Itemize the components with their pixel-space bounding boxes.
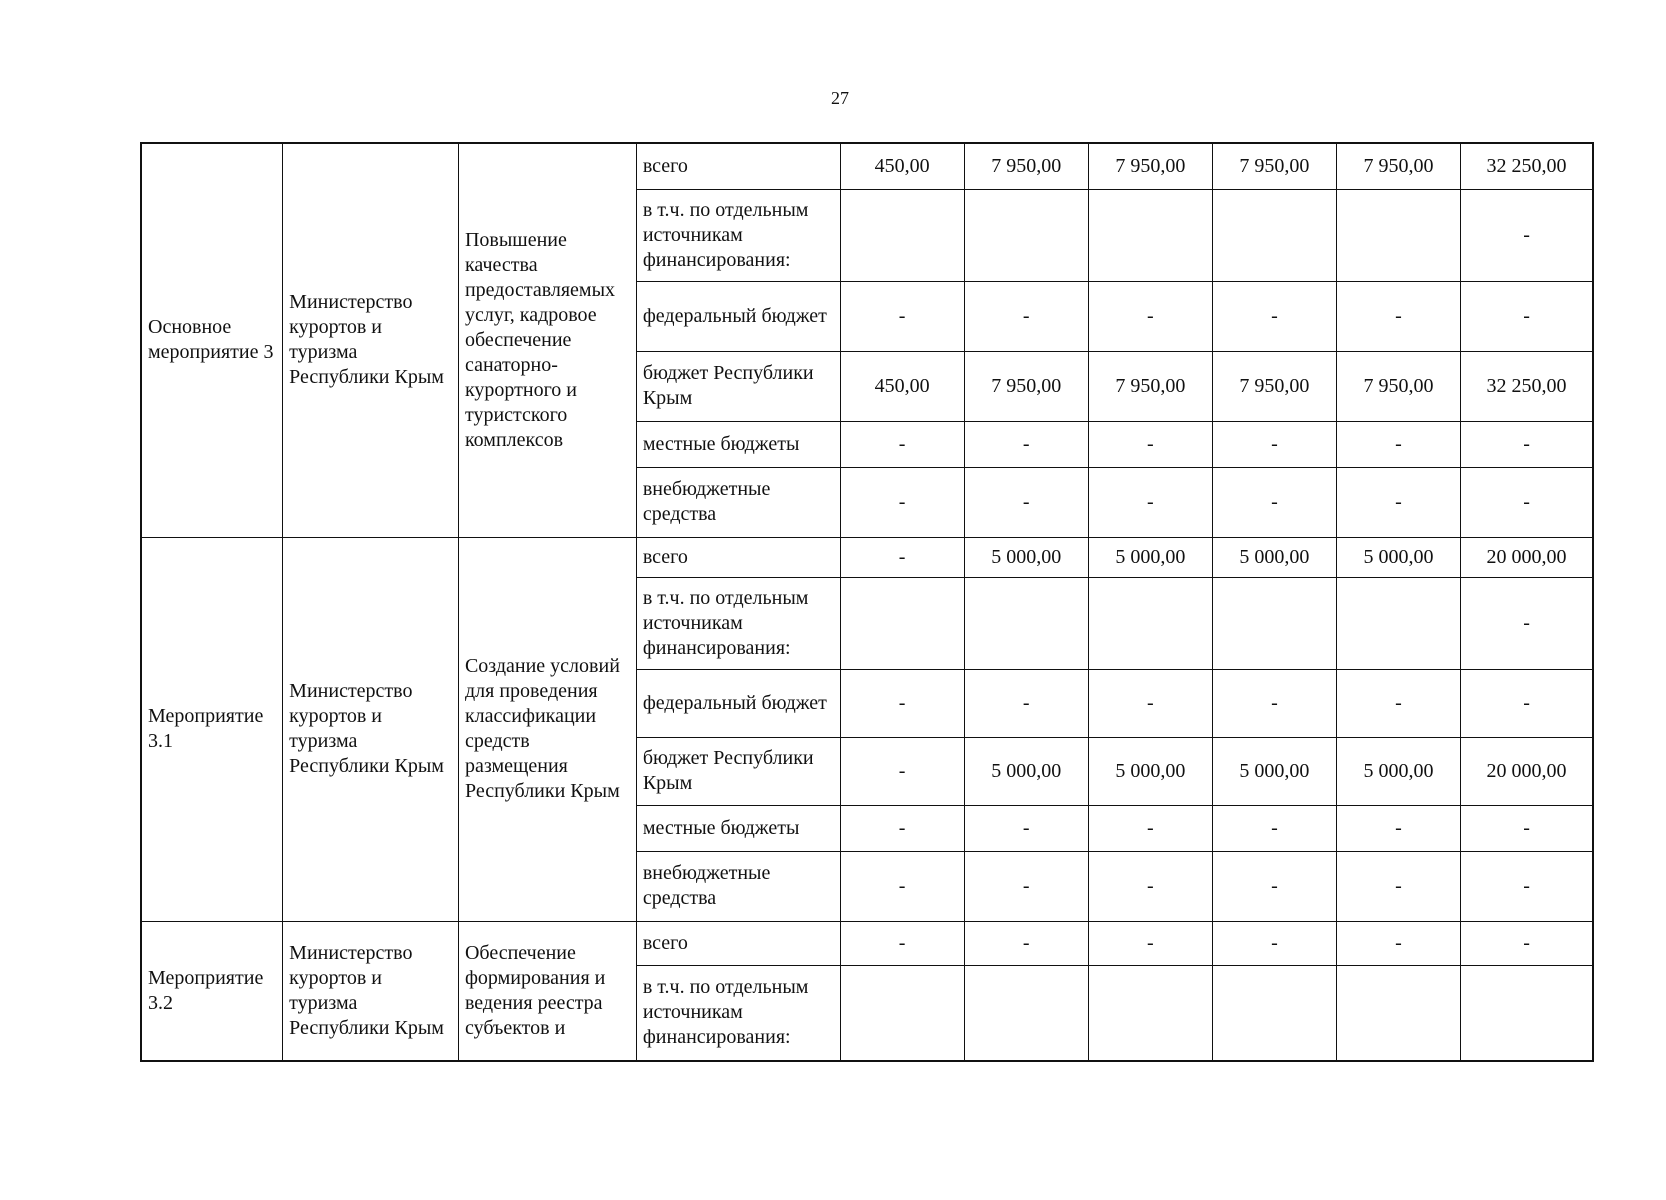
cell-activity: Мероприятие 3.1 — [141, 537, 283, 921]
cell-amount: - — [1461, 467, 1593, 537]
cell-amount: - — [964, 669, 1088, 737]
cell-funding-source: в т.ч. по отдельным источникам финансирования: — [636, 189, 840, 281]
cell-amount: - — [1336, 669, 1460, 737]
cell-amount: 5 000,00 — [1212, 737, 1336, 805]
cell-amount — [964, 189, 1088, 281]
cell-amount — [1088, 965, 1212, 1061]
cell-amount: - — [1212, 669, 1336, 737]
cell-executor: Министерство курортов и туризма Республики Крым — [283, 921, 459, 1061]
cell-funding-source: бюджет Республики Крым — [636, 351, 840, 421]
cell-amount: - — [1336, 281, 1460, 351]
cell-amount — [964, 577, 1088, 669]
cell-funding-source: бюджет Республики Крым — [636, 737, 840, 805]
cell-funding-source: внебюджетные средства — [636, 467, 840, 537]
cell-amount: - — [840, 805, 964, 851]
cell-amount: - — [1461, 189, 1593, 281]
cell-funding-source: в т.ч. по отдельным источникам финансирования: — [636, 965, 840, 1061]
cell-amount: - — [1336, 467, 1460, 537]
cell-funding-source: внебюджетные средства — [636, 851, 840, 921]
table-body — [141, 143, 1593, 1061]
cell-amount: 450,00 — [840, 143, 964, 189]
cell-amount — [1212, 189, 1336, 281]
cell-amount: 7 950,00 — [964, 143, 1088, 189]
cell-amount: - — [964, 281, 1088, 351]
cell-amount: - — [840, 669, 964, 737]
cell-amount: - — [1212, 281, 1336, 351]
cell-funding-source: федеральный бюджет — [636, 281, 840, 351]
cell-activity: Мероприятие 3.2 — [141, 921, 283, 1061]
cell-funding-source: в т.ч. по отдельным источникам финансирования: — [636, 577, 840, 669]
table-row — [141, 537, 1593, 577]
cell-amount: 5 000,00 — [1212, 537, 1336, 577]
cell-amount: 7 950,00 — [1336, 351, 1460, 421]
cell-amount: 450,00 — [840, 351, 964, 421]
cell-amount: 5 000,00 — [964, 537, 1088, 577]
cell-amount: - — [1336, 921, 1460, 965]
cell-amount: - — [1461, 281, 1593, 351]
cell-funding-source: федеральный бюджет — [636, 669, 840, 737]
cell-amount: - — [1336, 851, 1460, 921]
cell-amount: - — [1461, 577, 1593, 669]
cell-amount: - — [840, 537, 964, 577]
table-row — [141, 921, 1593, 965]
cell-amount: - — [964, 805, 1088, 851]
cell-amount: - — [1088, 805, 1212, 851]
cell-funding-source: всего — [636, 921, 840, 965]
cell-amount: - — [840, 737, 964, 805]
cell-amount: - — [1088, 467, 1212, 537]
cell-amount: - — [1461, 421, 1593, 467]
cell-description: Повышение качества предоставляемых услуг, кадровое обеспечение санаторно-курортного и туристского комплексов — [458, 143, 636, 537]
cell-funding-source: местные бюджеты — [636, 805, 840, 851]
cell-amount — [1212, 577, 1336, 669]
cell-amount: - — [1212, 467, 1336, 537]
cell-amount: - — [1212, 921, 1336, 965]
cell-amount: - — [1212, 851, 1336, 921]
table-row — [141, 143, 1593, 189]
funding-table — [140, 142, 1594, 1062]
cell-funding-source: местные бюджеты — [636, 421, 840, 467]
page-number: 27 — [831, 88, 849, 108]
cell-amount — [1336, 577, 1460, 669]
cell-amount: - — [840, 851, 964, 921]
cell-amount: - — [964, 851, 1088, 921]
cell-amount: 32 250,00 — [1461, 351, 1593, 421]
cell-amount: 7 950,00 — [1088, 351, 1212, 421]
cell-amount: - — [1336, 805, 1460, 851]
cell-amount: 7 950,00 — [1212, 351, 1336, 421]
cell-amount — [964, 965, 1088, 1061]
cell-amount: - — [840, 281, 964, 351]
cell-description: Создание условий для проведения классификации средств размещения Республики Крым — [458, 537, 636, 921]
cell-activity: Основное мероприятие 3 — [141, 143, 283, 537]
cell-executor: Министерство курортов и туризма Республики Крым — [283, 143, 459, 537]
cell-amount — [840, 577, 964, 669]
cell-amount: 7 950,00 — [964, 351, 1088, 421]
cell-amount: - — [1461, 921, 1593, 965]
cell-amount: - — [840, 467, 964, 537]
cell-amount — [1461, 965, 1593, 1061]
cell-amount: 7 950,00 — [1336, 143, 1460, 189]
cell-amount: 5 000,00 — [1336, 737, 1460, 805]
cell-amount: 32 250,00 — [1461, 143, 1593, 189]
cell-amount: - — [1461, 669, 1593, 737]
cell-amount: 7 950,00 — [1088, 143, 1212, 189]
cell-amount: - — [840, 921, 964, 965]
cell-amount: 5 000,00 — [1088, 537, 1212, 577]
cell-amount: - — [1088, 851, 1212, 921]
cell-amount — [1336, 965, 1460, 1061]
cell-funding-source: всего — [636, 143, 840, 189]
cell-amount: - — [1212, 805, 1336, 851]
cell-amount: - — [1088, 921, 1212, 965]
cell-amount: - — [964, 921, 1088, 965]
cell-amount: - — [964, 421, 1088, 467]
cell-amount — [1336, 189, 1460, 281]
cell-amount: 20 000,00 — [1461, 537, 1593, 577]
cell-amount: - — [1336, 421, 1460, 467]
cell-funding-source: всего — [636, 537, 840, 577]
cell-amount: 20 000,00 — [1461, 737, 1593, 805]
cell-amount — [1088, 189, 1212, 281]
cell-amount: - — [1212, 421, 1336, 467]
cell-amount — [1088, 577, 1212, 669]
cell-amount — [840, 965, 964, 1061]
cell-amount: - — [1461, 851, 1593, 921]
cell-amount: - — [1088, 421, 1212, 467]
cell-description: Обеспечение формирования и ведения реестра субъектов и — [458, 921, 636, 1061]
cell-amount: 5 000,00 — [1088, 737, 1212, 805]
cell-amount: 7 950,00 — [1212, 143, 1336, 189]
cell-amount: - — [840, 421, 964, 467]
cell-amount: - — [1088, 281, 1212, 351]
cell-amount — [840, 189, 964, 281]
cell-amount: - — [964, 467, 1088, 537]
cell-amount: - — [1088, 669, 1212, 737]
cell-executor: Министерство курортов и туризма Республики Крым — [283, 537, 459, 921]
cell-amount: - — [1461, 805, 1593, 851]
cell-amount — [1212, 965, 1336, 1061]
cell-amount: 5 000,00 — [964, 737, 1088, 805]
cell-amount: 5 000,00 — [1336, 537, 1460, 577]
